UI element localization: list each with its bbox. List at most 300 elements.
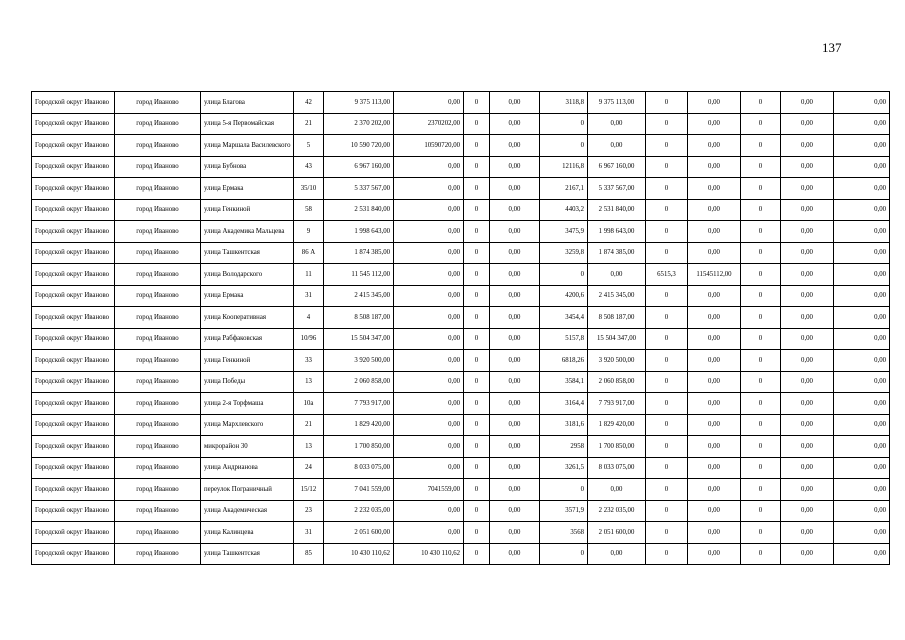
district-cell: Городской округ Иваново <box>32 543 115 565</box>
count-cell: 0 <box>464 92 490 114</box>
city-cell: город Иваново <box>115 371 201 393</box>
value-cell: 0,00 <box>834 221 890 243</box>
count-cell: 0 <box>646 436 688 458</box>
street-cell: улица Бубнова <box>201 156 294 178</box>
total-cost-cell: 2 415 345,00 <box>324 285 394 307</box>
count-cell: 0 <box>646 543 688 565</box>
value-cell: 2 051 600,00 <box>588 522 646 544</box>
count-cell: 0 <box>741 242 781 264</box>
area-cell: 3259,8 <box>540 242 588 264</box>
value-cell: 0,00 <box>394 371 464 393</box>
district-cell: Городской округ Иваново <box>32 393 115 415</box>
street-cell: улица Академика Мальцева <box>201 221 294 243</box>
count-cell: 0 <box>741 350 781 372</box>
value-cell: 0,00 <box>688 113 741 135</box>
house-number-cell: 11 <box>294 264 324 286</box>
value-cell: 0,00 <box>781 242 834 264</box>
value-cell: 0,00 <box>834 371 890 393</box>
house-number-cell: 5 <box>294 135 324 157</box>
count-cell: 0 <box>646 285 688 307</box>
count-cell: 0 <box>646 156 688 178</box>
value-cell: 0,00 <box>688 543 741 565</box>
count-cell: 0 <box>464 264 490 286</box>
street-cell: улица Академическая <box>201 500 294 522</box>
value-cell: 0,00 <box>781 135 834 157</box>
count-cell: 0 <box>646 135 688 157</box>
count-cell: 0 <box>646 479 688 501</box>
count-cell: 0 <box>741 479 781 501</box>
area-cell: 0 <box>540 264 588 286</box>
value-cell: 0,00 <box>394 221 464 243</box>
street-cell: улица 2-я Торфмаша <box>201 393 294 415</box>
value-cell: 0,00 <box>834 457 890 479</box>
value-cell: 5 337 567,00 <box>588 178 646 200</box>
total-cost-cell: 3 920 500,00 <box>324 350 394 372</box>
house-number-cell: 15/12 <box>294 479 324 501</box>
value-cell: 0,00 <box>490 500 540 522</box>
value-cell: 0,00 <box>688 285 741 307</box>
total-cost-cell: 1 874 385,00 <box>324 242 394 264</box>
city-cell: город Иваново <box>115 479 201 501</box>
city-cell: город Иваново <box>115 328 201 350</box>
value-cell: 0,00 <box>490 242 540 264</box>
total-cost-cell: 9 375 113,00 <box>324 92 394 114</box>
district-cell: Городской округ Иваново <box>32 113 115 135</box>
total-cost-cell: 6 967 160,00 <box>324 156 394 178</box>
count-cell: 0 <box>646 221 688 243</box>
value-cell: 2 531 840,00 <box>588 199 646 221</box>
area-cell: 3118,8 <box>540 92 588 114</box>
value-cell: 2 060 858,00 <box>588 371 646 393</box>
city-cell: город Иваново <box>115 92 201 114</box>
area-cell: 3584,1 <box>540 371 588 393</box>
area-cell: 3475,9 <box>540 221 588 243</box>
district-cell: Городской округ Иваново <box>32 436 115 458</box>
value-cell: 0,00 <box>394 285 464 307</box>
value-cell: 0,00 <box>834 92 890 114</box>
value-cell: 0,00 <box>688 199 741 221</box>
value-cell: 1 998 643,00 <box>588 221 646 243</box>
district-cell: Городской округ Иваново <box>32 371 115 393</box>
area-cell: 3454,4 <box>540 307 588 329</box>
value-cell: 0,00 <box>490 178 540 200</box>
street-cell: улица Генкиной <box>201 199 294 221</box>
value-cell: 0,00 <box>834 328 890 350</box>
value-cell: 0,00 <box>688 479 741 501</box>
count-cell: 0 <box>464 156 490 178</box>
value-cell: 0,00 <box>490 264 540 286</box>
count-cell: 0 <box>741 156 781 178</box>
value-cell: 0,00 <box>394 500 464 522</box>
district-cell: Городской округ Иваново <box>32 221 115 243</box>
value-cell: 0,00 <box>394 436 464 458</box>
value-cell: 0,00 <box>588 479 646 501</box>
count-cell: 0 <box>646 178 688 200</box>
city-cell: город Иваново <box>115 178 201 200</box>
value-cell: 10 430 110,62 <box>394 543 464 565</box>
house-number-cell: 24 <box>294 457 324 479</box>
value-cell: 0,00 <box>394 178 464 200</box>
area-cell: 2167,1 <box>540 178 588 200</box>
district-cell: Городской округ Иваново <box>32 350 115 372</box>
district-cell: Городской округ Иваново <box>32 414 115 436</box>
area-cell: 12116,8 <box>540 156 588 178</box>
value-cell: 0,00 <box>688 328 741 350</box>
count-cell: 0 <box>464 500 490 522</box>
street-cell: улица Ташкентская <box>201 242 294 264</box>
house-number-cell: 43 <box>294 156 324 178</box>
value-cell: 0,00 <box>688 92 741 114</box>
table-row <box>32 350 890 372</box>
count-cell: 0 <box>741 135 781 157</box>
value-cell: 15 504 347,00 <box>588 328 646 350</box>
district-cell: Городской округ Иваново <box>32 264 115 286</box>
value-cell: 8 033 075,00 <box>588 457 646 479</box>
count-cell: 0 <box>464 307 490 329</box>
value-cell: 7041559,00 <box>394 479 464 501</box>
count-cell: 0 <box>741 264 781 286</box>
city-cell: город Иваново <box>115 543 201 565</box>
count-cell: 0 <box>646 199 688 221</box>
count-cell: 0 <box>464 285 490 307</box>
value-cell: 0,00 <box>688 307 741 329</box>
value-cell: 0,00 <box>781 500 834 522</box>
count-cell: 0 <box>464 479 490 501</box>
table-row <box>32 264 890 286</box>
count-cell: 0 <box>646 307 688 329</box>
count-cell: 0 <box>741 393 781 415</box>
count-cell: 0 <box>464 436 490 458</box>
house-number-cell: 4 <box>294 307 324 329</box>
value-cell: 0,00 <box>834 543 890 565</box>
value-cell: 0,00 <box>781 350 834 372</box>
district-cell: Городской округ Иваново <box>32 457 115 479</box>
value-cell: 0,00 <box>781 156 834 178</box>
street-cell: улица Володарского <box>201 264 294 286</box>
value-cell: 2370202,00 <box>394 113 464 135</box>
table-row <box>32 307 890 329</box>
count-cell: 0 <box>464 199 490 221</box>
total-cost-cell: 2 370 202,00 <box>324 113 394 135</box>
total-cost-cell: 8 508 187,00 <box>324 307 394 329</box>
value-cell: 0,00 <box>781 414 834 436</box>
district-cell: Городской округ Иваново <box>32 242 115 264</box>
value-cell: 0,00 <box>781 479 834 501</box>
street-cell: улица Рабфаковская <box>201 328 294 350</box>
count-cell: 0 <box>741 328 781 350</box>
value-cell: 0,00 <box>490 371 540 393</box>
value-cell: 0,00 <box>490 479 540 501</box>
value-cell: 0,00 <box>588 543 646 565</box>
total-cost-cell: 2 051 600,00 <box>324 522 394 544</box>
table-row <box>32 436 890 458</box>
table-row <box>32 199 890 221</box>
value-cell: 0,00 <box>781 328 834 350</box>
count-cell: 0 <box>646 92 688 114</box>
value-cell: 1 874 385,00 <box>588 242 646 264</box>
value-cell: 0,00 <box>834 522 890 544</box>
table-row <box>32 221 890 243</box>
count-cell: 0 <box>464 178 490 200</box>
value-cell: 0,00 <box>394 242 464 264</box>
value-cell: 2 232 035,00 <box>588 500 646 522</box>
house-number-cell: 33 <box>294 350 324 372</box>
area-cell: 6818,26 <box>540 350 588 372</box>
total-cost-cell: 5 337 567,00 <box>324 178 394 200</box>
city-cell: город Иваново <box>115 285 201 307</box>
value-cell: 0,00 <box>781 522 834 544</box>
value-cell: 9 375 113,00 <box>588 92 646 114</box>
street-cell: улица Кооперативная <box>201 307 294 329</box>
street-cell: улица 5-я Первомайская <box>201 113 294 135</box>
count-cell: 0 <box>741 414 781 436</box>
value-cell: 0,00 <box>394 328 464 350</box>
count-cell: 0 <box>741 543 781 565</box>
street-cell: улица Калинцева <box>201 522 294 544</box>
count-cell: 0 <box>464 522 490 544</box>
area-cell: 0 <box>540 113 588 135</box>
count-cell: 0 <box>646 242 688 264</box>
count-cell: 0 <box>464 242 490 264</box>
value-cell: 0,00 <box>688 350 741 372</box>
city-cell: город Иваново <box>115 436 201 458</box>
house-number-cell: 21 <box>294 414 324 436</box>
city-cell: город Иваново <box>115 264 201 286</box>
count-cell: 0 <box>646 393 688 415</box>
count-cell: 0 <box>741 113 781 135</box>
value-cell: 0,00 <box>588 135 646 157</box>
street-cell: улица Маршала Василевского <box>201 135 294 157</box>
total-cost-cell: 2 531 840,00 <box>324 199 394 221</box>
area-cell: 3261,5 <box>540 457 588 479</box>
value-cell: 0,00 <box>781 92 834 114</box>
value-cell: 0,00 <box>781 543 834 565</box>
district-cell: Городской округ Иваново <box>32 199 115 221</box>
street-cell: улица Ермака <box>201 178 294 200</box>
area-cell: 3181,6 <box>540 414 588 436</box>
count-cell: 0 <box>464 371 490 393</box>
area-cell: 3571,9 <box>540 500 588 522</box>
count-cell: 0 <box>646 500 688 522</box>
value-cell: 0,00 <box>781 199 834 221</box>
value-cell: 0,00 <box>781 113 834 135</box>
value-cell: 0,00 <box>688 221 741 243</box>
table-row <box>32 178 890 200</box>
count-cell: 0 <box>741 522 781 544</box>
value-cell: 7 793 917,00 <box>588 393 646 415</box>
district-cell: Городской округ Иваново <box>32 522 115 544</box>
city-cell: город Иваново <box>115 113 201 135</box>
value-cell: 0,00 <box>834 135 890 157</box>
count-cell: 0 <box>464 543 490 565</box>
city-cell: город Иваново <box>115 457 201 479</box>
value-cell: 0,00 <box>490 307 540 329</box>
value-cell: 2 415 345,00 <box>588 285 646 307</box>
total-cost-cell: 8 033 075,00 <box>324 457 394 479</box>
table-row <box>32 479 890 501</box>
table-row <box>32 285 890 307</box>
area-cell: 0 <box>540 543 588 565</box>
area-cell: 2958 <box>540 436 588 458</box>
house-number-cell: 13 <box>294 436 324 458</box>
city-cell: город Иваново <box>115 242 201 264</box>
value-cell: 1 829 420,00 <box>588 414 646 436</box>
value-cell: 0,00 <box>490 221 540 243</box>
table-row <box>32 135 890 157</box>
district-cell: Городской округ Иваново <box>32 500 115 522</box>
value-cell: 0,00 <box>490 92 540 114</box>
district-cell: Городской округ Иваново <box>32 479 115 501</box>
value-cell: 0,00 <box>781 393 834 415</box>
value-cell: 0,00 <box>781 285 834 307</box>
count-cell: 0 <box>646 350 688 372</box>
count-cell: 0 <box>741 436 781 458</box>
value-cell: 0,00 <box>781 221 834 243</box>
house-number-cell: 42 <box>294 92 324 114</box>
city-cell: город Иваново <box>115 156 201 178</box>
value-cell: 0,00 <box>490 285 540 307</box>
area-cell: 3568 <box>540 522 588 544</box>
area-cell: 3164,4 <box>540 393 588 415</box>
count-cell: 0 <box>464 350 490 372</box>
value-cell: 0,00 <box>688 393 741 415</box>
count-cell: 0 <box>741 307 781 329</box>
district-cell: Городской округ Иваново <box>32 328 115 350</box>
count-cell: 6515,3 <box>646 264 688 286</box>
value-cell: 0,00 <box>834 500 890 522</box>
page-number: 137 <box>822 40 842 55</box>
district-cell: Городской округ Иваново <box>32 307 115 329</box>
value-cell: 0,00 <box>781 457 834 479</box>
house-number-cell: 85 <box>294 543 324 565</box>
city-cell: город Иваново <box>115 221 201 243</box>
house-number-cell: 10/96 <box>294 328 324 350</box>
count-cell: 0 <box>741 371 781 393</box>
district-cell: Городской округ Иваново <box>32 135 115 157</box>
street-cell: микрорайон 30 <box>201 436 294 458</box>
value-cell: 0,00 <box>394 307 464 329</box>
value-cell: 0,00 <box>688 500 741 522</box>
value-cell: 0,00 <box>394 199 464 221</box>
table-row <box>32 328 890 350</box>
housing-data-table <box>31 91 890 565</box>
city-cell: город Иваново <box>115 414 201 436</box>
street-cell: улица Генкиной <box>201 350 294 372</box>
value-cell: 0,00 <box>490 135 540 157</box>
table-row <box>32 113 890 135</box>
value-cell: 0,00 <box>781 371 834 393</box>
house-number-cell: 31 <box>294 285 324 307</box>
total-cost-cell: 11 545 112,00 <box>324 264 394 286</box>
count-cell: 0 <box>646 113 688 135</box>
count-cell: 0 <box>646 371 688 393</box>
house-number-cell: 23 <box>294 500 324 522</box>
total-cost-cell: 1 998 643,00 <box>324 221 394 243</box>
house-number-cell: 58 <box>294 199 324 221</box>
value-cell: 0,00 <box>688 457 741 479</box>
table-body <box>32 92 890 565</box>
value-cell: 0,00 <box>394 457 464 479</box>
total-cost-cell: 1 700 850,00 <box>324 436 394 458</box>
value-cell: 8 508 187,00 <box>588 307 646 329</box>
area-cell: 5157,8 <box>540 328 588 350</box>
value-cell: 0,00 <box>394 156 464 178</box>
count-cell: 0 <box>464 221 490 243</box>
city-cell: город Иваново <box>115 393 201 415</box>
value-cell: 0,00 <box>688 436 741 458</box>
city-cell: город Иваново <box>115 307 201 329</box>
value-cell: 0,00 <box>588 264 646 286</box>
area-cell: 4200,6 <box>540 285 588 307</box>
table-row <box>32 156 890 178</box>
value-cell: 0,00 <box>588 113 646 135</box>
value-cell: 0,00 <box>688 156 741 178</box>
value-cell: 0,00 <box>688 242 741 264</box>
street-cell: улица Мархлевского <box>201 414 294 436</box>
street-cell: улица Ташкентская <box>201 543 294 565</box>
count-cell: 0 <box>646 328 688 350</box>
city-cell: город Иваново <box>115 350 201 372</box>
count-cell: 0 <box>741 199 781 221</box>
area-cell: 0 <box>540 135 588 157</box>
district-cell: Городской округ Иваново <box>32 178 115 200</box>
value-cell: 0,00 <box>490 328 540 350</box>
value-cell: 0,00 <box>834 350 890 372</box>
value-cell: 0,00 <box>834 156 890 178</box>
count-cell: 0 <box>464 414 490 436</box>
value-cell: 0,00 <box>834 285 890 307</box>
street-cell: улица Благова <box>201 92 294 114</box>
value-cell: 0,00 <box>834 264 890 286</box>
value-cell: 0,00 <box>834 199 890 221</box>
house-number-cell: 9 <box>294 221 324 243</box>
value-cell: 6 967 160,00 <box>588 156 646 178</box>
value-cell: 0,00 <box>834 414 890 436</box>
value-cell: 0,00 <box>490 199 540 221</box>
total-cost-cell: 10 430 110,62 <box>324 543 394 565</box>
total-cost-cell: 7 041 559,00 <box>324 479 394 501</box>
district-cell: Городской округ Иваново <box>32 156 115 178</box>
value-cell: 0,00 <box>490 113 540 135</box>
value-cell: 0,00 <box>394 414 464 436</box>
house-number-cell: 35/10 <box>294 178 324 200</box>
count-cell: 0 <box>464 113 490 135</box>
value-cell: 3 920 500,00 <box>588 350 646 372</box>
value-cell: 0,00 <box>834 393 890 415</box>
value-cell: 10590720,00 <box>394 135 464 157</box>
value-cell: 0,00 <box>490 522 540 544</box>
table-row <box>32 543 890 565</box>
value-cell: 0,00 <box>834 307 890 329</box>
house-number-cell: 13 <box>294 371 324 393</box>
count-cell: 0 <box>646 414 688 436</box>
house-number-cell: 86 А <box>294 242 324 264</box>
street-cell: улица Ермака <box>201 285 294 307</box>
value-cell: 0,00 <box>688 371 741 393</box>
value-cell: 0,00 <box>834 479 890 501</box>
value-cell: 0,00 <box>781 178 834 200</box>
count-cell: 0 <box>741 457 781 479</box>
value-cell: 0,00 <box>490 156 540 178</box>
area-cell: 4403,2 <box>540 199 588 221</box>
count-cell: 0 <box>646 457 688 479</box>
city-cell: город Иваново <box>115 199 201 221</box>
value-cell: 0,00 <box>490 393 540 415</box>
value-cell: 0,00 <box>490 414 540 436</box>
value-cell: 0,00 <box>394 522 464 544</box>
count-cell: 0 <box>646 522 688 544</box>
count-cell: 0 <box>741 500 781 522</box>
